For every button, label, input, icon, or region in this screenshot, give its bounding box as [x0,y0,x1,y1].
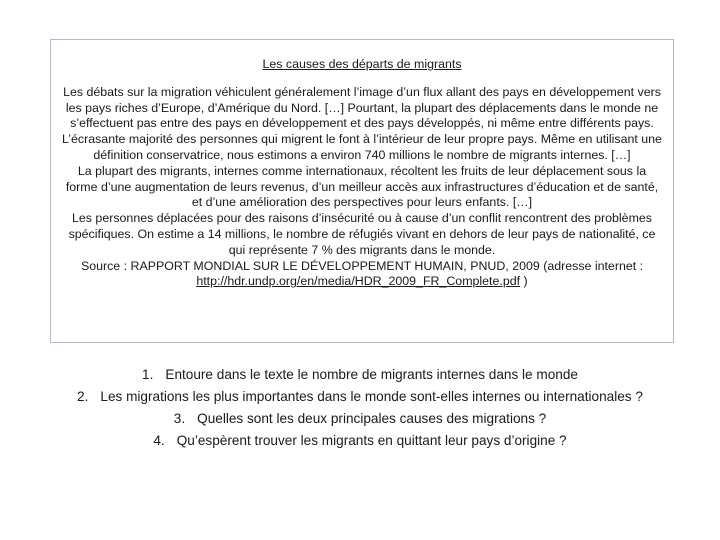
question-item [60,408,660,430]
paragraph-2: La plupart des migrants, internes comme internationaux, récoltent les fruits de leur déplacement sous la forme d’une augmentation de leurs revenus, d’un meilleur accès aux infrastructures d’éducation et de santé, et d’une amélioration des perspectives pour leurs enfants. […] [65,163,659,210]
question-text: Entoure dans le texte le nombre de migrants internes dans le monde [165,367,578,382]
question-number: 4. [153,433,165,448]
document-excerpt-box [50,39,674,343]
question-item [60,364,660,386]
source-citation [61,259,663,291]
paragraph-3: Les personnes déplacées pour des raisons d’insécurité ou à cause d’un conflit rencontrent des problèmes spécifiques. On estime a 14 millions, le nombre de réfugiés vivant en dehors de leur pays de nationalité, ce qui représente 7 % des migrants dans le monde. [68,211,656,257]
document-title: Les causes des départs de migrants [262,57,462,71]
question-text: Qu’espèrent trouver les migrants en quittant leur pays d’origine ? [176,433,567,448]
question-text: Quelles sont les deux principales causes des migrations ? [197,411,547,426]
source-link[interactable]: http://hdr.undp.org/en/media/HDR_2009_FR_Complete.pdf [196,274,521,289]
question-item [60,386,660,408]
question-number: 2. [77,389,89,404]
source-prefix: Source : RAPPORT MONDIAL SUR LE DÉVELOPPEMENT HUMAIN, PNUD, 2009 (adresse internet : [80,258,644,273]
question-text: Les migrations les plus importantes dans le monde sont-elles internes ou internationales ? [100,389,643,404]
question-item [60,430,660,452]
source-suffix: ) [523,274,528,289]
question-number: 1. [142,367,154,382]
question-number: 3. [173,411,186,426]
paragraph-1: Les débats sur la migration véhiculent généralement l’image d’un flux allant des pays en développement vers les pays riches d’Europe, d’Amérique du Nord. […] Pourtant, la plupart des déplacements dans le monde ne s’effectuent pas entre des pays en développement et des pays développés, ni même entre différents pays. L’écrasante majorité des personnes qui migrent le font à l’intérieur de leur propre pays. Même en utilisant une définition conservatrice, nous estimons a environ 740 millions le nombre de migrants internes. […] [62,84,662,162]
question-list [60,364,660,452]
